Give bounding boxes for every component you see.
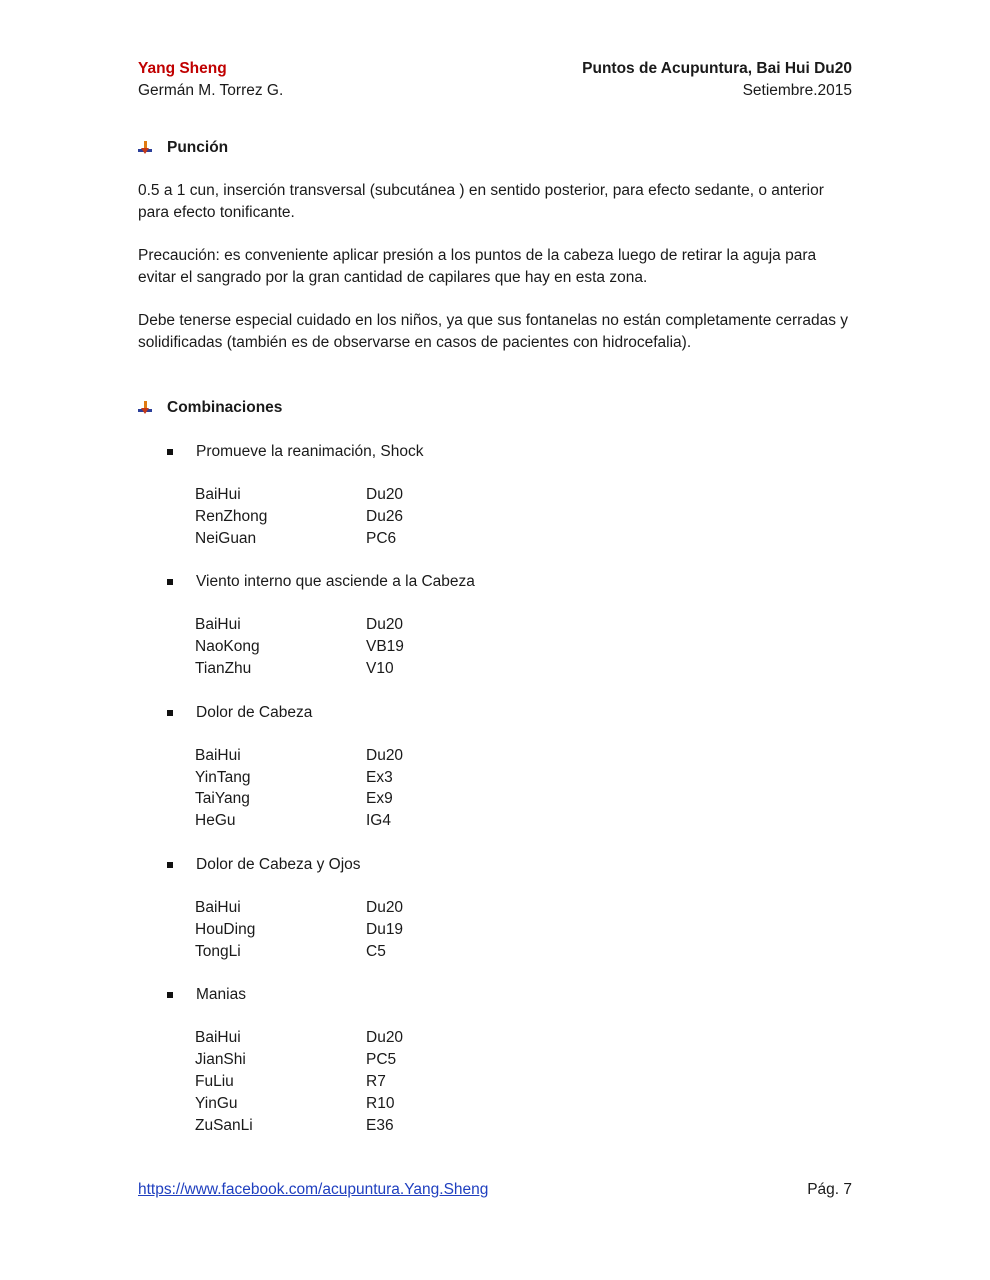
page-footer [138, 1179, 852, 1201]
square-bullet-icon [167, 579, 173, 585]
point-code: R10 [366, 1094, 395, 1112]
point-row [195, 614, 852, 636]
point-code: Du26 [366, 507, 404, 525]
point-code: Du20 [366, 898, 404, 916]
point-name: TaiYang [195, 790, 250, 808]
document-title: Puntos de Acupuntura, Bai Hui Du20 [582, 60, 852, 77]
point-code: PC6 [366, 529, 397, 547]
combination-group-title: Promueve la reanimación, Shock [138, 441, 852, 463]
point-code: R7 [366, 1072, 386, 1090]
point-name: NeiGuan [195, 529, 257, 547]
point-row [195, 941, 852, 963]
point-row [195, 658, 852, 680]
paragraph: Precaución: es conveniente aplicar presión a los puntos de la cabeza luego de retirar la aguja para evitar el sangrado por la gran cantidad de capilares que hay en esta zona. [138, 247, 817, 286]
combination-group-title: Dolor de Cabeza y Ojos [138, 854, 852, 876]
point-list [138, 745, 852, 832]
point-code: IG4 [366, 812, 391, 830]
point-name: FuLiu [195, 1072, 234, 1090]
combination-group-title: Dolor de Cabeza [138, 702, 852, 724]
point-row [195, 1115, 852, 1137]
point-row [195, 1049, 852, 1071]
page-number: Pág. 7 [807, 1181, 852, 1198]
point-code: Du20 [366, 1029, 404, 1047]
point-code: Du20 [366, 486, 404, 503]
point-name: RenZhong [195, 507, 268, 525]
point-row [195, 745, 852, 767]
point-name: HouDing [195, 920, 256, 938]
point-row [195, 1071, 852, 1093]
point-name: BaiHui [195, 746, 241, 764]
point-code: Du20 [366, 746, 404, 764]
point-list [138, 484, 852, 549]
square-bullet-icon [167, 862, 173, 868]
point-row [195, 788, 852, 810]
square-bullet-icon [167, 992, 173, 998]
facebook-link[interactable]: https://www.facebook.com/acupuntura.Yang.Sheng [138, 1181, 489, 1198]
point-code: Du20 [366, 616, 404, 634]
point-code: E36 [366, 1116, 394, 1134]
point-code: PC5 [366, 1051, 397, 1069]
section-title: Punción [167, 139, 229, 156]
document-page [138, 58, 852, 1218]
point-name: NaoKong [195, 638, 260, 656]
paragraph: Debe tenerse especial cuidado en los niños, ya que sus fontanelas no están completamente cerradas y solidificadas (también es de observarse en casos de pacientes con hidrocefalia). [138, 312, 848, 351]
brand-name: Yang Sheng [138, 60, 227, 77]
point-name: BaiHui [195, 616, 241, 634]
point-row [195, 484, 852, 506]
document-date: Setiembre.2015 [742, 82, 852, 99]
point-list [138, 897, 852, 962]
point-code: Ex3 [366, 768, 393, 786]
square-bullet-icon [167, 449, 173, 455]
point-row [195, 810, 852, 832]
paragraph: 0.5 a 1 cun, inserción transversal (subcutánea ) en sentido posterior, para efecto sedante, o anterior para efecto tonificante. [138, 182, 824, 221]
point-name: ZuSanLi [195, 1116, 253, 1134]
point-name: HeGu [195, 812, 236, 830]
point-name: BaiHui [195, 1029, 241, 1047]
pushpin-arrow-icon [138, 141, 152, 155]
point-row [195, 636, 852, 658]
point-code: VB19 [366, 638, 404, 656]
point-name: JianShi [195, 1051, 246, 1069]
point-row [195, 919, 852, 941]
section-heading-puncion [138, 137, 852, 159]
point-name: BaiHui [195, 486, 241, 503]
point-code: V10 [366, 659, 394, 677]
point-row [195, 767, 852, 789]
point-row [195, 1093, 852, 1115]
square-bullet-icon [167, 710, 173, 716]
point-name: TongLi [195, 942, 241, 960]
point-code: Ex9 [366, 790, 393, 808]
point-name: TianZhu [195, 659, 252, 677]
point-name: YinGu [195, 1094, 238, 1112]
combination-group-title: Viento interno que asciende a la Cabeza [138, 571, 852, 593]
header-bottom-row [138, 80, 852, 102]
section-title: Combinaciones [167, 399, 283, 416]
point-name: YinTang [195, 768, 251, 786]
point-row [195, 528, 852, 550]
point-code: Du19 [366, 920, 404, 938]
point-row [195, 897, 852, 919]
combination-group-title: Manias [138, 984, 852, 1006]
point-row [195, 506, 852, 528]
point-row [195, 1027, 852, 1049]
author-name: Germán M. Torrez G. [138, 82, 284, 99]
point-list [138, 614, 852, 679]
point-name: BaiHui [195, 898, 241, 916]
point-code: C5 [366, 942, 386, 960]
header-top-row [138, 58, 852, 80]
point-list [138, 1027, 852, 1136]
pushpin-arrow-icon [138, 401, 152, 415]
section-heading-combinaciones [138, 397, 852, 419]
